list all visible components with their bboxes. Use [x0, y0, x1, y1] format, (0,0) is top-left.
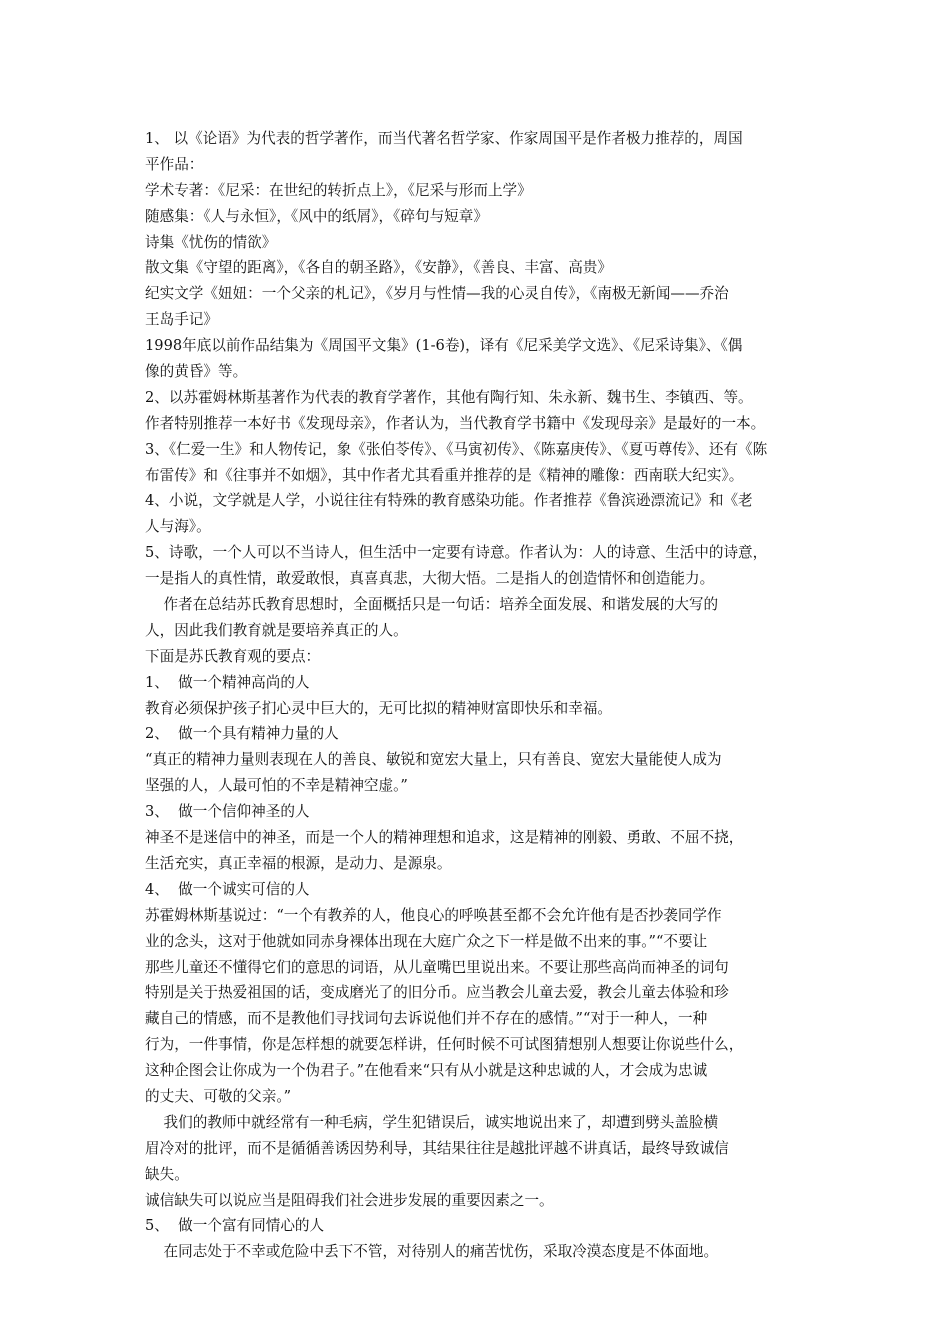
text-line: 散文集《守望的距离》，《各自的朝圣路》，《安静》，《善良、丰富、高贵》 [145, 259, 612, 277]
text-line: 5、诗歌，一个人可以不当诗人，但生活中一定要有诗意。作者认为：人的诗意、生活中的诗意， [145, 544, 768, 562]
text-line: 1、 以《论语》为代表的哲学著作，而当代著名哲学家、作家周国平是作者极力推荐的，周国 [145, 130, 743, 147]
text-line: 人与海》。 [145, 518, 211, 536]
text-line: 眉冷对的批评，而不是循循善诱因势利导，其结果往往是越批评越不讲真话，最终导致诚信 [145, 1139, 729, 1157]
text-line: 2、 做一个具有精神力量的人 [145, 725, 339, 743]
text-line: 诚信缺失可以说应当是阻碍我们社会进步发展的重要因素之一。 [145, 1191, 554, 1209]
document-page [145, 126, 810, 1265]
text-line: 随感集：《人与永恒》，《风中的纸屑》，《碎句与短章》 [145, 207, 488, 225]
text-line: 1998年底以前作品结集为《周国平文集》(1-6卷)，译有《尼采美学文选》、《尼采诗集》、《偶 [145, 337, 743, 355]
text-line: 学术专著：《尼采：在世纪的转折点上》，《尼采与形而上学》 [145, 181, 532, 199]
text-line: 1、 做一个精神高尚的人 [145, 673, 310, 691]
text-line: 缺失。 [145, 1165, 189, 1183]
text-line: 王岛手记》 [145, 311, 218, 329]
text-line: 人，因此我们教育就是要培养真正的人。 [145, 621, 408, 639]
text-line: 4、 做一个诚实可信的人 [145, 880, 310, 898]
text-line: 特别是关于热爱祖国的话，变成磨光了的旧分币。应当教会儿童去爱，教会儿童去体验和珍 [145, 984, 729, 1002]
text-line: 教育必须保护孩子扪心灵中巨大的，无可比拟的精神财富即快乐和幸福。 [145, 699, 613, 717]
text-line: 坚强的人，人最可怕的不幸是精神空虚。” [145, 777, 408, 795]
text-line: 2、以苏霍姆林斯基著作为代表的教育学著作，其他有陶行知、朱永新、魏书生、李镇西、等。 [145, 388, 753, 406]
text-line: 我们的教师中就经常有一种毛病，学生犯错误后，诚实地说出来了，却遭到劈头盖脸横 [145, 1113, 719, 1131]
text-line: 5、 做一个富有同情心的人 [145, 1217, 325, 1235]
text-line: 这种企图会让你成为一个伪君子。”在他看来“只有从小就是这种忠诚的人，才会成为忠诚 [145, 1062, 708, 1080]
text-line: 3、《仁爱一生》和人物传记，象《张伯苓传》、《马寅初传》、《陈嘉庚传》、《夏丏尊传》、还有《陈 [145, 440, 768, 458]
text-line: 一是指人的真性情，敢爱敢恨，真喜真悲，大彻大悟。二是指人的创造情怀和创造能力。 [145, 570, 715, 588]
text-line: 诗集《忧伤的情欲》 [145, 233, 277, 251]
text-line: 行为，一件事情，你是怎样想的就要怎样讲，任何时候不可试图猜想别人想要让你说些什么， [145, 1036, 744, 1054]
text-line: “真正的精神力量则表现在人的善良、敏锐和宽宏大量上，只有善良、宽宏大量能使人成为 [145, 751, 722, 769]
text-line: 苏霍姆林斯基说过：“一个有教养的人，他良心的呼唤甚至都不会允许他有是否抄袭同学作 [145, 906, 722, 924]
text-line: 纪实文学《妞妞：一个父亲的札记》，《岁月与性情—我的心灵自传》，《南极无新闻——乔治 [145, 285, 729, 303]
text-line: 像的黄昏》等。 [145, 363, 248, 381]
text-line: 4、小说，文学就是人学，小说往往有特殊的教育感染功能。作者推荐《鲁滨逊漂流记》和《老 [145, 492, 753, 510]
text-line: 神圣不是迷信中的神圣，而是一个人的精神理想和追求，这是精神的刚毅、勇敢、不屈不挠， [145, 829, 744, 847]
text-line: 那些儿童还不懂得它们的意思的词语，从儿童嘴巴里说出来。不要让那些高尚而神圣的词句 [145, 958, 729, 976]
text-line: 作者特别推荐一本好书《发现母亲》，作者认为，当代教育学书籍中《发现母亲》是最好的一本。 [145, 414, 766, 432]
text-line: 下面是苏氏教育观的要点： [145, 647, 321, 665]
text-line: 3、 做一个信仰神圣的人 [145, 803, 310, 821]
text-line: 生活充实，真正幸福的根源，是动力、是源泉。 [145, 854, 452, 872]
text-line: 布雷传》和《往事并不如烟》，其中作者尤其看重并推荐的是《精神的雕像：西南联大纪实》。 [145, 466, 744, 484]
text-line: 的丈夫、可敬的父亲。” [145, 1087, 292, 1105]
text-line: 作者在总结苏氏教育思想时，全面概括只是一句话：培养全面发展、和谐发展的大写的 [145, 596, 719, 614]
text-line: 在同志处于不幸或危险中丢下不管，对待别人的痛苦忧伤，采取冷漠态度是不体面地。 [145, 1243, 719, 1261]
text-line: 藏自己的情感，而不是教他们寻找词句去诉说他们并不存在的感情。”“对于一种人，一种 [145, 1010, 708, 1028]
text-line: 业的念头，这对于他就如同赤身裸体出现在大庭广众之下一样是做不出来的事。”“不要让 [145, 932, 708, 950]
text-line: 平作品： [145, 155, 204, 173]
